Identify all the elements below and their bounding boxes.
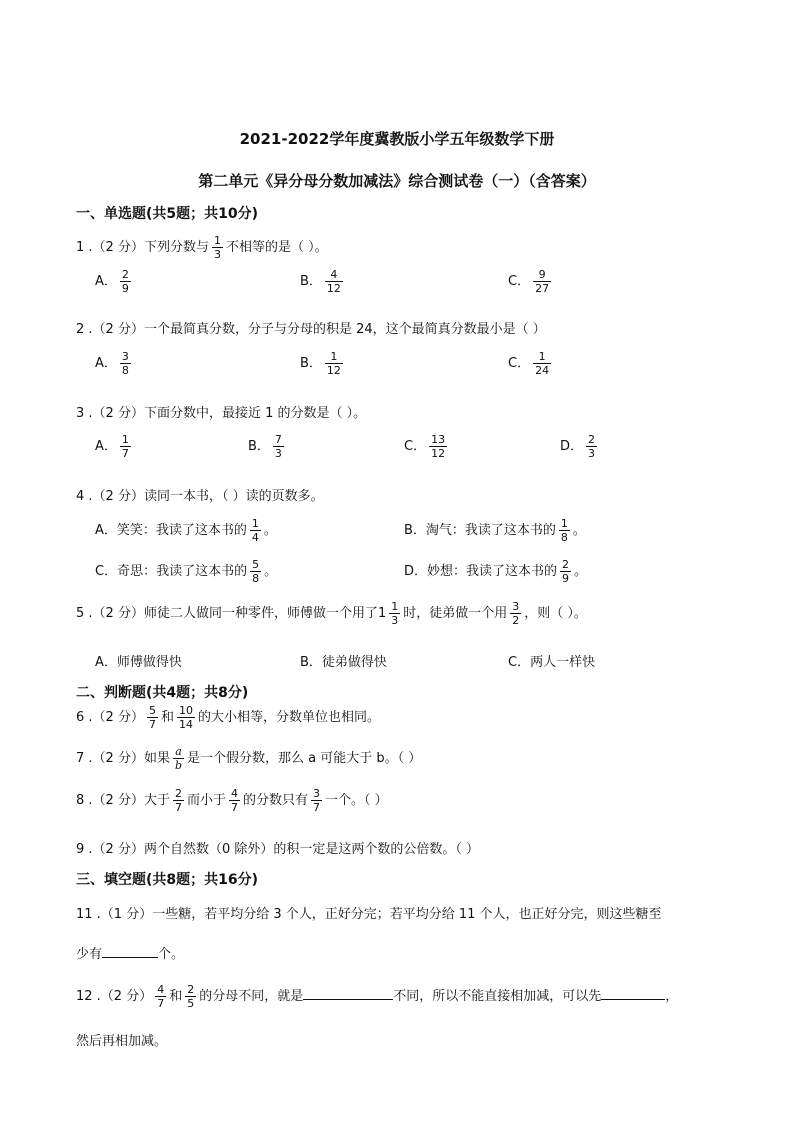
question-4: 4 .（2 分）读同一本书，（ ）读的页数多。: [76, 489, 324, 504]
answer-blank[interactable]: [102, 945, 158, 958]
question-1-option-c: C． $\frac{9}{27}$: [508, 268, 550, 296]
question-1-stem-end: 不相等的是（ ）。: [225, 240, 328, 256]
question-2-option-b: B． $\frac{1}{12}$: [300, 350, 341, 378]
question-1: [76, 234, 328, 261]
section-heading-fill-in: 三、填空题(共8题；共16分): [76, 872, 259, 888]
answer-blank[interactable]: [601, 987, 665, 1000]
question-3-option-c: C． $\frac{13}{12}$: [404, 433, 446, 461]
question-5: 5 .（2 分）师徒二人做同一种零件，师傅做一个用了1 $\frac{1}{3}$ 时，徒弟做一个用 $\frac{3}{2}$ ，则（ ）。: [76, 600, 587, 628]
question-6: 6 .（2 分） $\frac{5}{7}$ 和 $\frac{10}{14}$ 的大小相等，分数单位也相同。: [76, 704, 380, 732]
question-4-option-b: B．淘气：我读了这本书的 $\frac{1}{8}$ 。: [404, 517, 586, 545]
question-4-option-d: D．妙想：我读了这本书的 $\frac{2}{9}$ 。: [404, 558, 588, 586]
question-1-fraction: $\frac{1}{3}$: [213, 234, 221, 262]
question-3-option-a: A． $\frac{1}{7}$: [95, 433, 129, 461]
question-3-option-d: D． $\frac{2}{3}$: [560, 433, 596, 461]
question-5-option-a: A．师傅做得快: [95, 655, 182, 670]
question-11-line-1: 11 .（1 分）一些糖，若平均分给 3 个人，正好分完；若平均分给 11 个人，也正好分完，则这些糖至: [76, 907, 662, 922]
document-subtitle: 第二单元《异分母分数加减法》综合测试卷（一）（含答案）: [198, 172, 596, 190]
question-4-option-a: A．笑笑：我读了这本书的 $\frac{1}{4}$ 。: [95, 517, 277, 545]
question-2: 2 .（2 分）一个最简真分数，分子与分母的积是 24，这个最简真分数最小是（ ）: [76, 322, 546, 337]
question-12-line-2: 然后再相加减。: [76, 1034, 168, 1049]
question-9: 9 .（2 分）两个自然数（0 除外）的积一定是这两个数的公倍数。（ ）: [76, 842, 479, 857]
question-3: 3 .（2 分）下面分数中，最接近 1 的分数是（ ）。: [76, 406, 367, 421]
question-11-line-2: 少有 个。: [76, 947, 185, 962]
question-8: 8 .（2 分）大于 $\frac{2}{7}$ 而小于 $\frac{4}{7}$ 的分数只有 $\frac{3}{7}$ 一个。（ ）: [76, 787, 388, 815]
section-heading-true-false: 二、判断题(共4题；共8分): [76, 685, 249, 701]
question-4-option-c: C．奇思：我读了这本书的 $\frac{5}{8}$ 。: [95, 558, 278, 586]
question-3-option-b: B． $\frac{7}{3}$: [248, 433, 282, 461]
question-1-stem-start: 1 .（2 分）下列分数与: [76, 240, 209, 256]
question-5-option-b: B．徒弟做得快: [300, 655, 387, 670]
answer-blank[interactable]: [303, 987, 393, 1000]
question-2-option-c: C． $\frac{1}{24}$: [508, 350, 550, 378]
question-1-option-a: A． $\frac{2}{9}$: [95, 268, 129, 296]
question-12-line-1: 12 .（2 分） $\frac{4}{7}$ 和 $\frac{2}{5}$ 的分母不同，就是 不同，所以不能直接相加减，可以先 ，: [76, 983, 679, 1011]
question-1-option-b: B． $\frac{4}{12}$: [300, 268, 341, 296]
question-5-option-c: C．两人一样快: [508, 655, 596, 670]
document-title: 2021-2022学年度冀教版小学五年级数学下册: [239, 130, 555, 148]
question-2-option-a: A． $\frac{3}{8}$: [95, 350, 129, 378]
question-7: 7 .（2 分）如果 $\frac{a}{b}$ 是一个假分数，那么 a 可能大于 b。（ ）: [76, 745, 422, 773]
section-heading-single-choice: 一、单选题(共5题；共10分): [76, 206, 259, 222]
